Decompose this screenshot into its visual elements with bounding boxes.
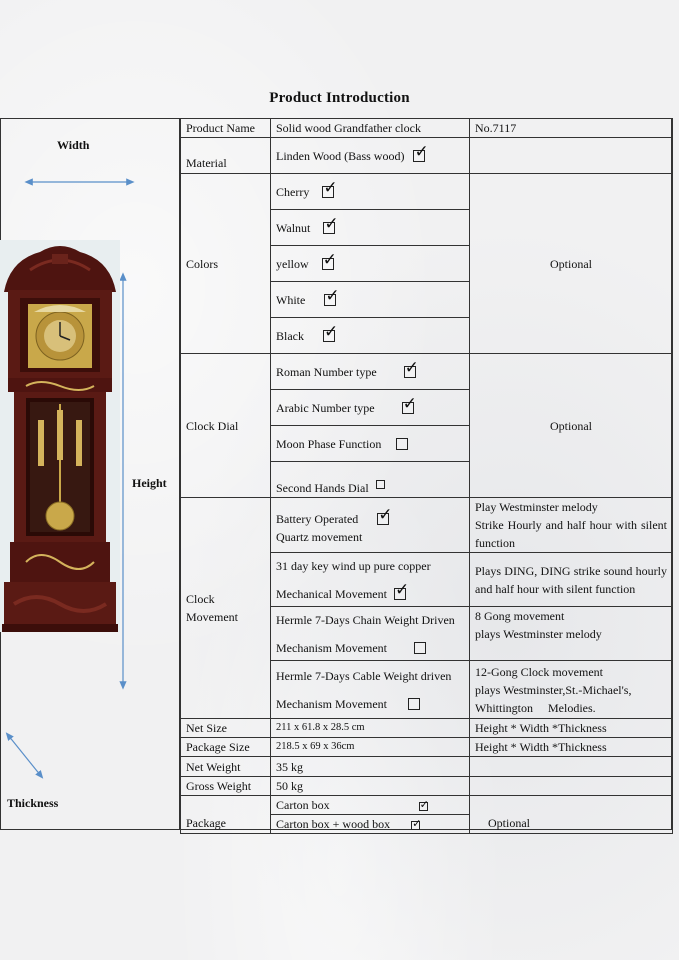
net-size-value: 211 x 61.8 x 28.5 cm [271,719,470,738]
package-size-value: 218.5 x 69 x 36cm [271,738,470,757]
dial-name: Arabic Number type [276,400,375,415]
movement-desc-line: Play Westminster melody [475,500,598,514]
net-weight-note [470,757,673,777]
color-item-black [271,318,470,354]
clock-dial-note: Optional [470,354,673,498]
colors-note: Optional [470,174,673,354]
package-label: Package [181,796,271,834]
row-net-weight [181,757,673,777]
material-label: Material [181,138,271,174]
movement-desc-line: 12-Gong Clock movement [475,665,603,679]
colors-label: Colors [181,174,271,354]
checked-box-icon: ✓ [325,285,340,306]
gross-weight-value: 50 kg [271,777,470,796]
movement-line1: Hermle 7-Days Cable Weight driven [276,668,452,683]
checked-box-icon: ✓ [402,393,417,414]
material-value: Linden Wood (Bass wood) [276,148,405,163]
material-note [470,138,673,174]
movement-line1: 31 day key wind up pure copper [276,558,431,573]
checked-box-icon: ✓ [378,505,393,525]
net-weight-value: 35 kg [271,757,470,777]
width-label: Width [57,138,90,152]
row-color-cherry [181,174,673,210]
checked-box-icon: ✓ [324,213,339,234]
checked-box-icon: ✓ [414,141,429,162]
movement-line2: Mechanism Movement [276,640,387,655]
checked-box-icon: ✓ [394,579,410,600]
package-item-carton-wood [271,815,470,834]
row-product-name [181,119,673,138]
package-name: Carton box + wood box [276,817,391,831]
empty-box-icon [376,478,387,489]
color-name: Walnut [276,220,311,235]
checked-box-icon: ✓ [404,357,419,378]
checked-box-icon: ✓ [322,249,337,270]
movement-desc-cable [470,661,673,719]
package-size-label: Package Size [181,738,271,757]
package-item-carton [271,796,470,815]
color-item-cherry [271,174,470,210]
checked-box-icon: ✓ [412,817,422,830]
movement-item-chain [271,607,470,661]
clock-dial-label: Clock Dial [181,354,271,498]
gross-weight-note [470,777,673,796]
movement-desc-battery [470,498,673,553]
movement-desc-line: plays Westminster melody [475,627,602,641]
gross-weight-label: Gross Weight [181,777,271,796]
row-package-carton [181,796,673,815]
color-name: White [276,292,306,307]
row-material [181,138,673,174]
thickness-label: Thickness [7,796,59,810]
row-dial-roman [181,354,673,390]
movement-line1: Hermle 7-Days Chain Weight Driven [276,612,455,627]
empty-box-icon [408,696,422,710]
dial-name: Moon Phase Function [276,436,382,451]
movement-desc-line: Whittington Melodies. [475,701,596,715]
color-name: yellow [276,256,309,271]
movement-desc-line: Plays DING, DING strike sound hourly and half hour with silent function [475,563,667,596]
empty-box-icon [396,436,410,450]
movement-line2: Mechanism Movement [276,696,387,711]
row-gross-weight [181,777,673,796]
color-item-white [271,282,470,318]
thickness-arrow [8,735,41,776]
movement-line2: Quartz movement [276,530,363,544]
movement-desc-line: 8 Gong movement [475,609,565,623]
movement-desc-chain [470,607,673,661]
movement-desc-mechanical [470,553,673,607]
dial-item-arabic [271,390,470,426]
row-movement-battery [181,498,673,553]
movement-line2: Mechanical Movement [276,586,387,601]
dial-name: Roman Number type [276,364,377,379]
movement-item-cable [271,661,470,719]
checked-box-icon: ✓ [419,798,429,811]
package-note: Optional [470,796,673,834]
net-size-note: Height * Width *Thickness [470,719,673,738]
movement-item-mechanical [271,553,470,607]
movement-line1: Battery Operated [276,512,359,526]
package-size-note: Height * Width *Thickness [470,738,673,757]
row-package-size [181,738,673,757]
net-size-label: Net Size [181,719,271,738]
height-label: Height [132,476,167,490]
model-number: No.7117 [470,119,673,138]
row-net-size [181,719,673,738]
empty-box-icon [414,640,428,654]
movement-desc-line: plays Westminster,St.-Michael's, [475,683,632,697]
clock-movement-label-line2: Movement [186,610,238,624]
page-title: Product Introduction [269,90,410,106]
movement-item-battery [271,498,470,553]
checked-box-icon: ✓ [324,321,339,342]
clock-movement-label [181,498,271,719]
color-item-walnut [271,210,470,246]
spec-table [180,118,673,834]
color-name: Black [276,328,304,343]
net-weight-label: Net Weight [181,757,271,777]
dial-item-roman [271,354,470,390]
grandfather-clock-image [0,240,120,632]
product-name-label: Product Name [181,119,271,138]
checked-box-icon: ✓ [323,177,338,198]
dial-item-second-hands [271,462,470,498]
color-item-yellow [271,246,470,282]
clock-movement-label-line1: Clock [186,592,215,606]
movement-desc-line: Strike Hourly and half hour with silent function [475,518,667,550]
product-name-value: Solid wood Grandfather clock [271,119,470,138]
dial-item-moon-phase [271,426,470,462]
material-item [271,138,470,174]
package-name: Carton box [276,798,330,812]
color-name: Cherry [276,184,310,199]
dial-name: Second Hands Dial [276,481,369,495]
